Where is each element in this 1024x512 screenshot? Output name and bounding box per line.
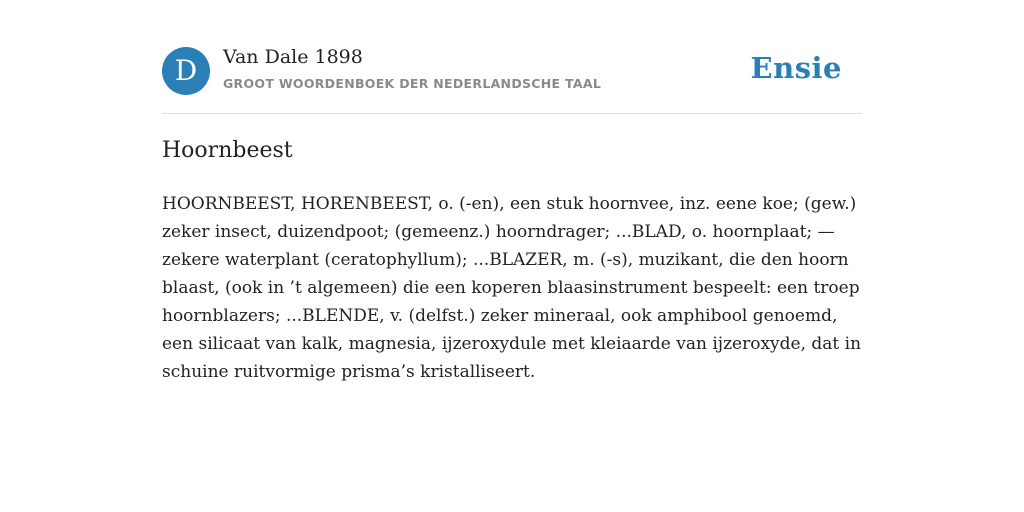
- dictionary-title[interactable]: Van Dale 1898: [223, 46, 363, 68]
- ensie-brand-logo[interactable]: Ensie: [750, 51, 842, 85]
- definition-line: een silicaat van kalk, magnesia, ijzeroxydule met kleiaarde van ijzeroxyde, dat in: [162, 334, 862, 354]
- definition-line: blaast, (ook in ’t algemeen) die een koperen blaasinstrument bespeelt: een troep: [162, 278, 860, 298]
- header-divider: [162, 113, 862, 114]
- definition-line: schuine ruitvormige prisma’s kristalliseert.: [162, 362, 536, 382]
- entry-definition: [162, 190, 862, 386]
- entry-headword: Hoornbeest: [162, 138, 293, 163]
- dictionary-subtitle: GROOT WOORDENBOEK DER NEDERLANDSCHE TAAL: [223, 76, 602, 91]
- page-header: [162, 46, 862, 96]
- definition-line: HOORNBEEST, HORENBEEST, o. (-en), een stuk hoornvee, inz. eene koe; (gew.): [162, 194, 857, 214]
- definition-line: hoornblazers; ...BLENDE, v. (delfst.) zeker mineraal, ook amphibool genoemd,: [162, 306, 838, 326]
- dictionary-logo[interactable]: D: [162, 47, 210, 95]
- definition-line: zekere waterplant (ceratophyllum); ...BLAZER, m. (-s), muzikant, die den hoorn: [162, 250, 849, 270]
- definition-line: zeker insect, duizendpoot; (gemeenz.) hoorndrager; ...BLAD, o. hoornplaat; —: [162, 222, 835, 242]
